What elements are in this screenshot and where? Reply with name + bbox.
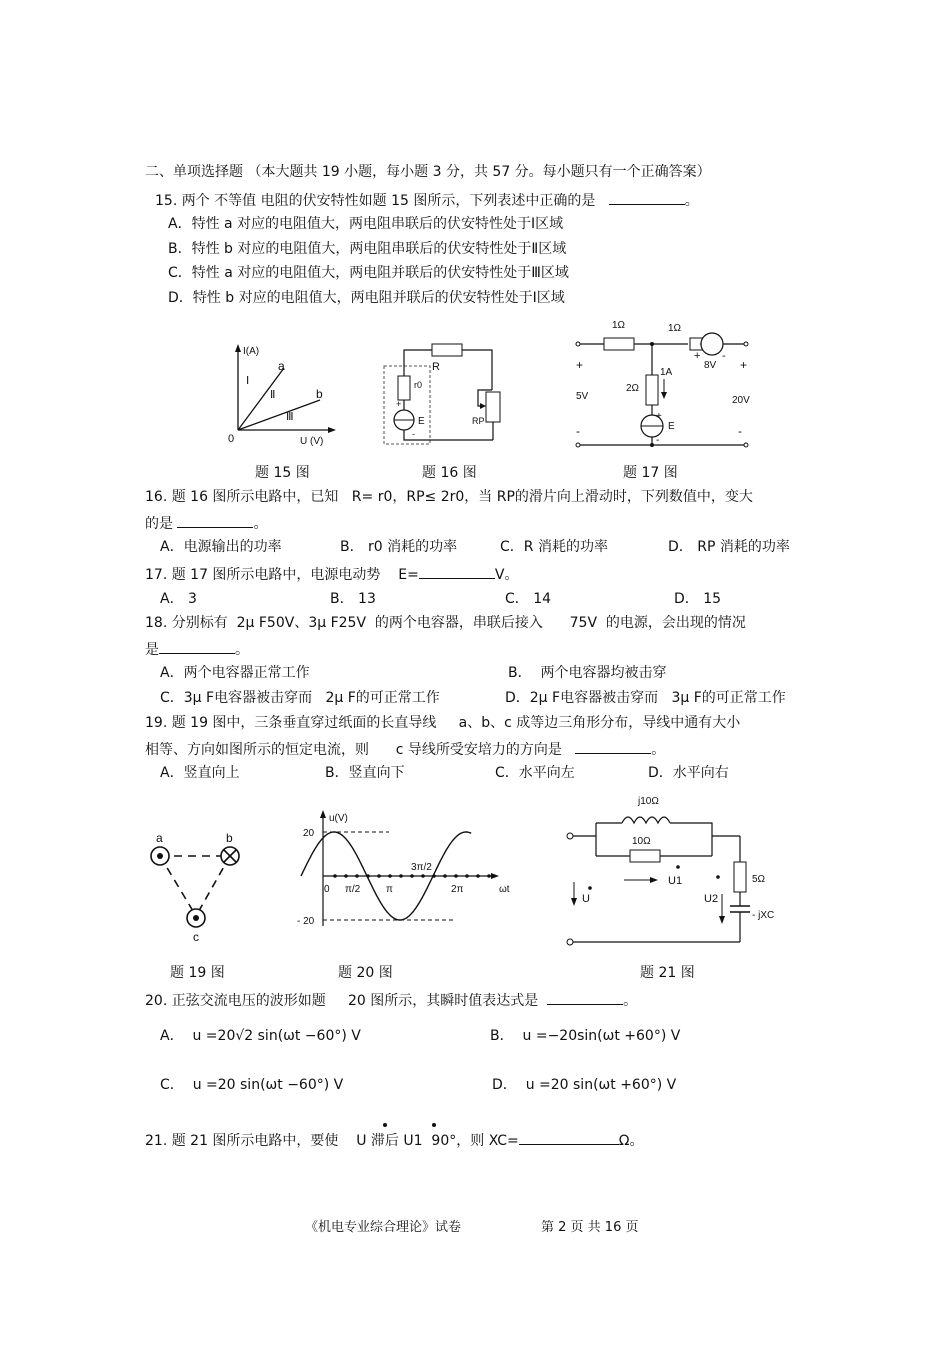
fig20-caption: 题 20 图: [338, 965, 393, 981]
fig19-a: a: [156, 831, 163, 845]
fig15-line-a: a: [278, 359, 285, 373]
fig17-e-plus: +: [656, 411, 662, 422]
fig16-plus: +: [396, 399, 402, 409]
q16-option-d: D． RP 消耗的功率: [668, 539, 790, 555]
fig19-caption: 题 19 图: [170, 965, 225, 981]
fig17-minus-8v: -: [722, 350, 726, 362]
q15-option-a: A．特性 a 对应的电阻值大，两电阻串联后的伏安特性处于Ⅰ区域: [168, 216, 564, 232]
fig16-caption: 题 16 图: [422, 465, 477, 481]
fig20-axis-dot: [388, 874, 392, 878]
q16-option-c: C．R 消耗的功率: [500, 539, 608, 555]
q19-line1: 19. 题 19 图中，三条垂直穿过纸面的长直导线 a、b、c 成等边三角形分布，导线中通有大小: [145, 715, 741, 731]
fig20-axis-dots: [333, 874, 491, 878]
q20-option-d: D． u =20 sin(ωt +60°) V: [492, 1077, 677, 1093]
figure-16: [380, 340, 510, 450]
figure-19: [140, 825, 260, 950]
fig17-e-label: E: [668, 421, 675, 432]
q15-stem: 15. 两个 不等值 电阻的伏安特性如题 15 图所示，下列表述中正确的是 。: [155, 190, 699, 210]
q15-option-b: B．特性 b 对应的电阻值大，两电阻串联后的伏安特性处于Ⅱ区域: [168, 241, 567, 257]
fig16-r0-label: r0: [414, 380, 423, 390]
section-title: 二、单项选择题 （本大题共 19 小题，每小题 3 分，共 57 分。每小题只有一个正确答案）: [145, 164, 711, 180]
figure-17: [570, 315, 760, 450]
fig17-v8: 8V: [704, 360, 717, 371]
fig15-region-2: Ⅱ: [270, 389, 276, 401]
footer-page: 第 2 页 共 16 页: [541, 1220, 639, 1235]
fig15-region-3: Ⅲ: [286, 411, 294, 423]
fig15-line-b: b: [316, 387, 323, 401]
fig20-axis-dot: [333, 874, 337, 878]
fig20-axis-dot: [443, 874, 447, 878]
fig20-y-min: - 20: [297, 916, 315, 927]
q21-stem: 21. 题 21 图所示电路中，要使 U 滞后 U1 90°，则 XC= Ω。: [145, 1130, 643, 1150]
fig16-minus: -: [412, 429, 415, 439]
fig21-r10: 10Ω: [632, 836, 651, 847]
fig21-xc: - jXC: [752, 910, 775, 921]
fig20-x-label: ωt: [499, 884, 510, 895]
fig15-x-label: U (V): [300, 436, 324, 447]
q15-option-c: C．特性 a 对应的电阻值大，两电阻并联后的伏安特性处于Ⅲ区域: [168, 265, 569, 281]
q19-option-a: A．竖直向上: [160, 765, 240, 781]
fig20-axis-dot: [421, 874, 425, 878]
fig21-u2: U2: [704, 893, 719, 905]
fig20-tick-pi: π: [386, 884, 393, 895]
fig17-r2: 1Ω: [668, 323, 682, 334]
q17-option-c: C． 14: [505, 591, 552, 607]
q16-option-b: B． r0 消耗的功率: [340, 539, 458, 555]
q15-option-d: D．特性 b 对应的电阻值大，两电阻并联后的伏安特性处于Ⅰ区域: [168, 290, 565, 306]
fig20-axis-dot: [410, 874, 414, 878]
q21-phasor-dot-u: [383, 1123, 387, 1127]
q18-option-b: B． 两个电容器均被击穿: [508, 665, 667, 681]
fig16-rp-label: RP: [472, 416, 485, 426]
fig20-y-label: u(V): [329, 813, 348, 824]
footer-title: 《机电专业综合理论》试卷: [305, 1220, 462, 1235]
fig17-plus-left: +: [576, 358, 584, 372]
fig20-axis-dot: [454, 874, 458, 878]
q17-option-b: B． 13: [330, 591, 376, 607]
fig20-origin: 0: [324, 884, 330, 895]
q19-option-d: D．水平向右: [648, 765, 729, 781]
q18-option-c: C．3μ F电容器被击穿而 2μ F的可正常工作: [160, 690, 440, 706]
fig20-tick-pi-2: π/2: [345, 884, 361, 895]
q16-line2: 的是 。: [145, 513, 267, 533]
fig21-caption: 题 21 图: [640, 965, 695, 981]
fig20-axis-dot: [344, 874, 348, 878]
q18-option-a: A．两个电容器正常工作: [160, 665, 310, 681]
q17-stem: 17. 题 17 图所示电路中，电源电动势 E= V。: [145, 564, 518, 584]
fig15-y-label: I(A): [243, 346, 260, 357]
q19-option-c: C．水平向左: [495, 765, 575, 781]
fig17-plus-8v: +: [694, 350, 701, 362]
fig17-minus-left: -: [576, 424, 580, 438]
q18-option-d: D．2μ F电容器被击穿而 3μ F的可正常工作: [505, 690, 786, 706]
q20-option-c: C． u =20 sin(ωt −60°) V: [160, 1077, 344, 1093]
figure-20: [295, 808, 520, 933]
fig17-minus-right: -: [738, 424, 742, 438]
fig17-plus-right: +: [740, 358, 748, 372]
fig21-l-label: j10Ω: [638, 796, 659, 807]
fig21-u1: U1: [668, 875, 683, 887]
fig17-v5: 5V: [576, 391, 589, 402]
q16-option-a: A．电源输出的功率: [160, 539, 282, 555]
fig20-axis-dot: [366, 874, 370, 878]
q19-line2: 相等、方向如图所示的恒定电流，则 c 导线所受安培力的方向是 。: [145, 739, 665, 759]
fig20-tick-3pi-2: 3π/2: [411, 862, 432, 873]
fig20-axis-dot: [399, 874, 403, 878]
fig19-c: c: [193, 930, 199, 944]
q17-option-a: A． 3: [160, 591, 197, 607]
fig15-caption: 题 15 图: [255, 465, 310, 481]
fig21-r5: 5Ω: [752, 874, 766, 885]
figure-21: [562, 790, 782, 950]
fig21-u: U: [582, 893, 590, 905]
q17-option-d: D． 15: [674, 591, 722, 607]
fig20-y-max: 20: [303, 828, 315, 839]
fig17-caption: 题 17 图: [623, 465, 678, 481]
q20-option-a: A． u =20√2 sin(ωt −60°) V: [160, 1028, 361, 1044]
fig16-e-label: E: [418, 416, 425, 427]
q18-line2: 是 。: [145, 639, 249, 659]
q18-line1: 18. 分别标有 2μ F50V、3μ F25V 的两个电容器，串联后接入 75V 的电源，会出现的情况: [145, 615, 746, 631]
fig16-r-label: R: [432, 361, 440, 373]
q20-stem: 20. 正弦交流电压的波形如题 20 图所示，其瞬时值表达式是 。: [145, 990, 637, 1010]
fig15-region-1: Ⅰ: [246, 375, 250, 387]
figure-15: [220, 340, 340, 450]
fig17-r1: 1Ω: [612, 320, 626, 331]
fig20-axis-dot: [476, 874, 480, 878]
fig20-tick-2pi: 2π: [451, 884, 464, 895]
fig20-axis-dot: [465, 874, 469, 878]
fig17-v20: 20V: [732, 395, 750, 406]
fig19-b: b: [226, 831, 233, 845]
q21-phasor-dot-u1: [432, 1123, 436, 1127]
q20-option-b: B． u =−20sin(ωt +60°) V: [490, 1028, 681, 1044]
q16-line1: 16. 题 16 图所示电路中，已知 R= r0，RP≤ 2r0，当 RP的滑片向上滑动时，下列数值中，变大: [145, 489, 753, 505]
fig17-e-minus: -: [656, 435, 660, 446]
fig17-current: 1A: [660, 367, 673, 378]
q19-option-b: B．竖直向下: [325, 765, 405, 781]
fig20-axis-dot: [377, 874, 381, 878]
fig20-axis-dot: [355, 874, 359, 878]
fig20-axis-dot: [487, 874, 491, 878]
fig17-r3: 2Ω: [626, 383, 640, 394]
fig15-origin: 0: [228, 433, 235, 445]
fig20-axis-dot: [432, 874, 436, 878]
